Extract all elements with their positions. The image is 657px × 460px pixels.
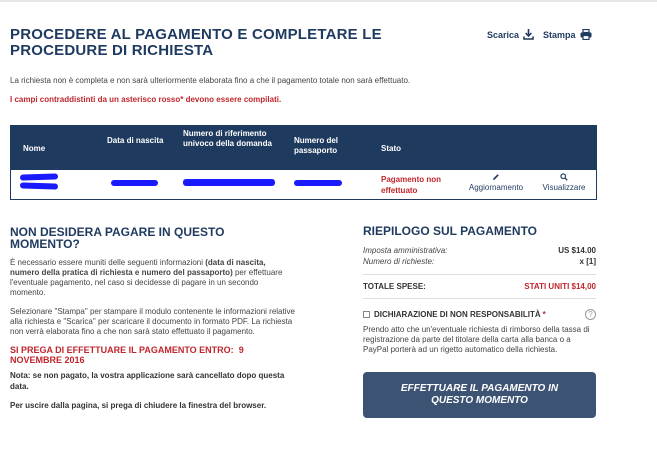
redacted-passport (294, 180, 342, 186)
intro-text: La richiesta non è completa e non sarà ulteriormente elaborata fino a che il pagamento totale non sarà effettuato. (10, 76, 411, 85)
payment-deadline (10, 345, 295, 365)
print-button[interactable] (543, 29, 592, 40)
required-asterisk: * (542, 310, 546, 319)
download-label: Scarica (487, 29, 520, 40)
download-icon (523, 29, 534, 40)
column-header-reference: Numero di riferimento univoco della domanda (183, 129, 272, 148)
download-button[interactable] (487, 29, 534, 40)
table-row (11, 170, 596, 199)
deadline-label: SI PREGA DI EFFETTUARE IL PAGAMENTO ENTRO: (10, 345, 234, 355)
pay-later-info (10, 258, 295, 298)
column-header-status: Stato (381, 144, 401, 153)
column-header-birthdate: Data di nascita (107, 136, 164, 145)
disclaimer-header (363, 309, 596, 320)
summary-divider (363, 274, 596, 275)
help-icon[interactable]: ? (585, 309, 596, 320)
info-bold-text: (data di nascita, numero della pratica di richiesta e numero del passaporto) (10, 258, 266, 277)
exit-instructions: Per uscire dalla pagina, si prega di chiudere la finestra del browser. (10, 401, 267, 410)
fee-value: US $14.00 (558, 246, 596, 255)
print-label: Stampa (543, 29, 576, 40)
pay-later-title: NON DESIDERA PAGARE IN QUESTO MOMENTO? (10, 225, 225, 251)
redacted-reference (183, 179, 275, 186)
applications-table (10, 125, 597, 200)
deadline-date: 9 NOVEMBRE 2016 (10, 345, 244, 365)
count-value: x [1] (579, 257, 596, 266)
payment-summary (363, 224, 596, 418)
redacted-name (20, 173, 58, 180)
cancellation-note: Nota: se non pagato, la vostra applicazione sarà cancellato dopo questa data. (10, 371, 285, 391)
view-action[interactable] (533, 173, 595, 192)
summary-title: RIEPILOGO SUL PAGAMENTO (363, 224, 538, 238)
redacted-name (20, 182, 58, 189)
disclaimer-checkbox[interactable] (363, 311, 370, 318)
column-header-name: Nome (23, 144, 46, 153)
total-value: STATI UNITI $14,00 (524, 282, 596, 291)
total-row (363, 282, 596, 291)
header-actions (487, 29, 601, 40)
update-label: Aggiornamento (468, 183, 524, 192)
fee-label: Imposta amministrativa: (363, 246, 448, 255)
summary-divider (363, 298, 596, 299)
column-header-passport: Numero del passaporto (294, 136, 339, 155)
top-divider (0, 0, 657, 2)
view-label: Visualizzare (542, 183, 586, 192)
disclaimer-title: DICHIARAZIONE DI NON RESPONSABILITÀ (374, 310, 541, 319)
required-fields-note: I campi contraddistinti da un asterisco rosso* devono essere compilati. (10, 95, 282, 104)
disclaimer-text: Prendo atto che un'eventuale richiesta di rimborso della tassa di registrazione da parte del titolare della carta alla banca o a PayPal porterà ad un rigetto automatico della richiesta. (363, 325, 590, 354)
page-title: PROCEDERE AL PAGAMENTO E COMPLETARE LE PROCEDURE DI RICHIESTA (10, 26, 382, 59)
update-action[interactable] (463, 173, 529, 192)
pencil-icon (492, 173, 500, 181)
info-text: È necessario essere muniti delle seguenti informazioni (10, 258, 206, 267)
fee-row (363, 245, 596, 256)
redacted-birthdate (111, 180, 158, 186)
printer-icon (580, 29, 592, 40)
info-text-end: per effettuare l'eventuale pagamento, nel caso si decidesse di pagare in un secondo momento. (10, 268, 283, 297)
count-label: Numero di richieste: (363, 257, 435, 266)
pay-later-section (10, 226, 295, 410)
count-row (363, 256, 596, 267)
total-label: TOTALE SPESE: (363, 282, 426, 291)
status-text: Pagamento non effettuato (381, 175, 442, 195)
print-download-info: Selezionare "Stampa" per stampare il modulo contenente le informazioni relative alla richiesta e "Scarica" per scaricare il documento in formato PDF. La richiesta non verrà elaborata fino a che non sarà stato effettuato il pagamento. (10, 307, 295, 336)
search-icon (560, 173, 568, 181)
pay-now-button[interactable]: EFFETTUARE IL PAGAMENTO IN QUESTO MOMENTO (363, 372, 596, 418)
table-header (11, 126, 596, 170)
